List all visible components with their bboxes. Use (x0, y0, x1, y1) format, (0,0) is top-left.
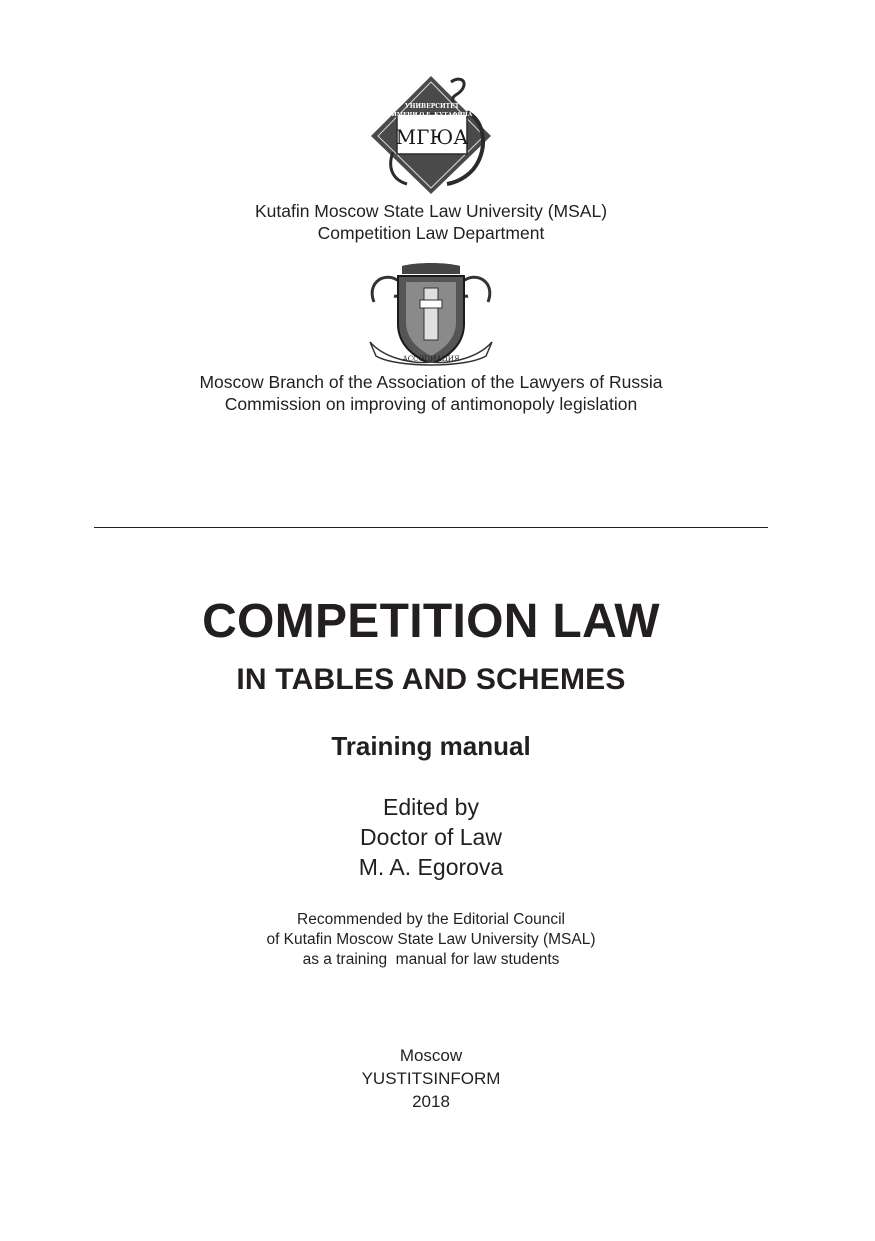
imprint-publisher: YUSTITSINFORM (361, 1069, 501, 1088)
branch-name: Moscow Branch of the Association of the Lawyers of Russia (199, 372, 663, 392)
editor-degree: Doctor of Law (360, 824, 502, 850)
association-ribbon-text: АССОЦИАЦИЯ (402, 355, 460, 363)
edited-by-label: Edited by (383, 794, 479, 820)
book-type: Training manual (331, 731, 531, 761)
editor-name: M. A. Egorova (358, 854, 504, 880)
commission-name: Commission on improving of antimonopoly legislation (224, 394, 638, 414)
imprint-year: 2018 (412, 1092, 450, 1111)
msal-emblem-logo (363, 72, 495, 196)
recommendation-line-2: of Kutafin Moscow State Law University (MSAL) (266, 931, 596, 948)
book-title: COMPETITION LAW (202, 595, 660, 648)
university-name: Kutafin Moscow State Law University (MSAL) (254, 201, 608, 221)
book-subtitle: IN TABLES AND SCHEMES (236, 663, 626, 696)
msal-monogram: МГЮА (395, 125, 469, 149)
department-name: Competition Law Department (317, 223, 545, 243)
recommendation-line-1: Recommended by the Editorial Council (297, 911, 565, 928)
horizontal-rule (94, 527, 768, 528)
imprint-city: Moscow (399, 1046, 463, 1065)
association-of-lawyers-emblem-logo (366, 262, 496, 370)
msal-ring-text-top: УНИВЕРСИТЕТ (404, 103, 460, 110)
recommendation-line-3: as a training manual for law students (302, 951, 560, 968)
msal-ring-text-bottom: ИМЕНИ О.Е. КУТАФИНА (391, 112, 473, 118)
